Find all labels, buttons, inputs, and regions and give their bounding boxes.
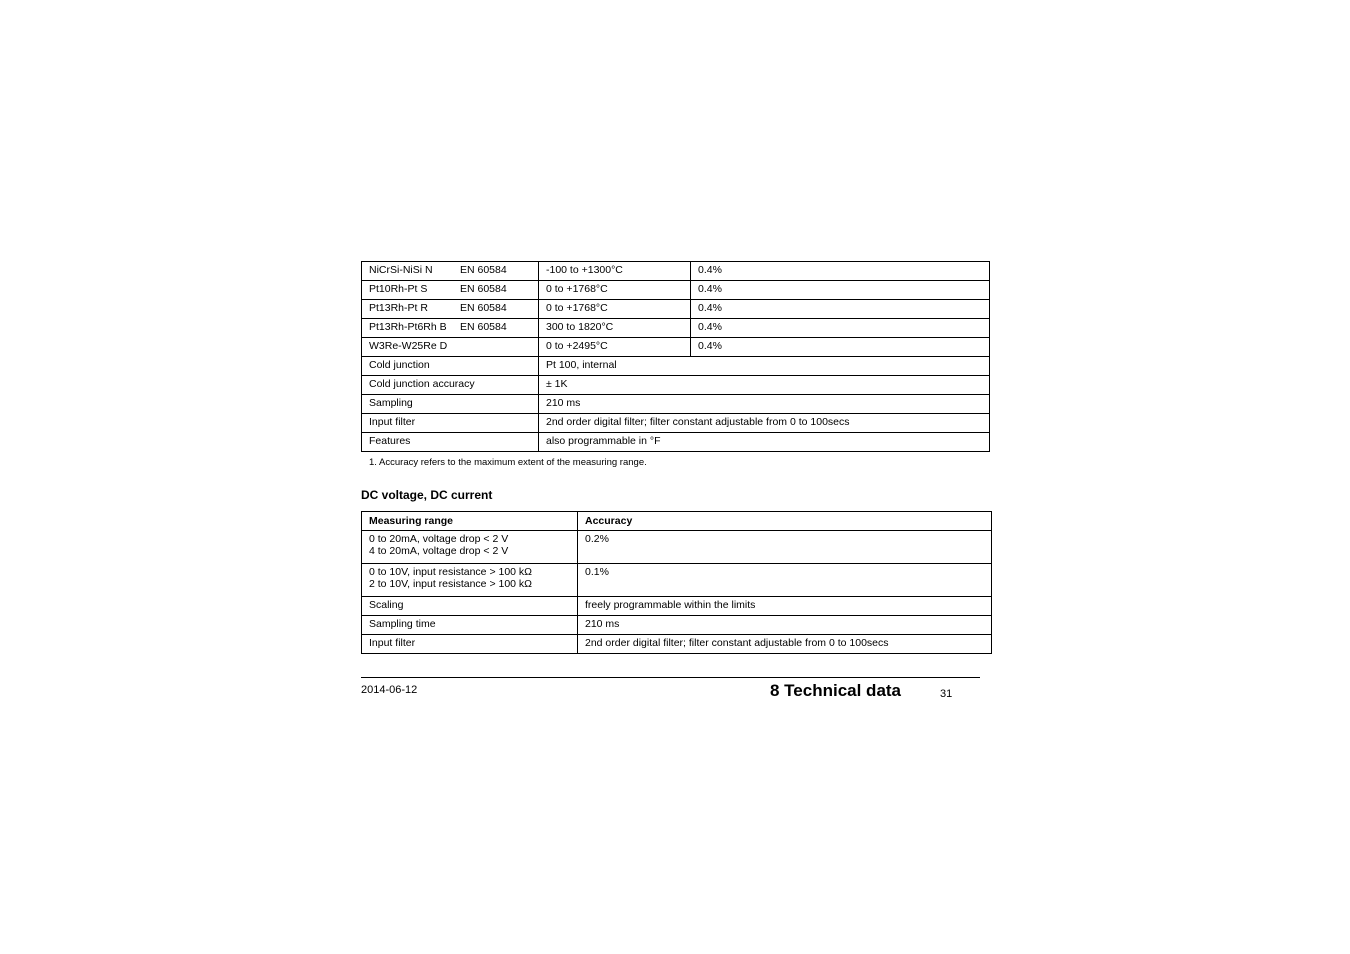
tc-accuracy-cell: 0.4% (691, 262, 990, 281)
tc-accuracy-cell: 0.4% (691, 281, 990, 300)
property-label: Scaling (362, 597, 578, 616)
table-row (362, 635, 992, 654)
table-row (362, 531, 992, 564)
tc-range-cell: 0 to +2495°C (539, 338, 691, 357)
property-value: freely programmable within the limits (578, 597, 992, 616)
tc-range-cell: 300 to 1820°C (539, 319, 691, 338)
footer-chapter-title: 8 Technical data (770, 681, 902, 700)
tc-type-cell: Pt10Rh-Pt S EN 60584 (362, 281, 539, 300)
property-value: ± 1K (539, 376, 990, 395)
range-cell: 0 to 10V, input resistance > 100 kΩ 2 to 10V, input resistance > 100 kΩ (362, 564, 578, 597)
tc-range-cell: 0 to +1768°C (539, 300, 691, 319)
table-row (362, 564, 992, 597)
page-number: 31 (940, 688, 953, 700)
table-header-row (362, 512, 992, 531)
table-row (362, 281, 990, 300)
tc-type-cell: Pt13Rh-Pt R EN 60584 (362, 300, 539, 319)
property-label: Input filter (362, 635, 578, 654)
property-value: 2nd order digital filter; filter constant adjustable from 0 to 100secs (578, 635, 992, 654)
property-label: Cold junction accuracy (362, 376, 539, 395)
table-row (362, 262, 990, 281)
tc-type-cell: Pt13Rh-Pt6Rh B EN 60584 (362, 319, 539, 338)
footer-date: 2014-06-12 (361, 684, 418, 696)
table-row (362, 616, 992, 635)
table-row (362, 319, 990, 338)
thermocouple-table (361, 261, 990, 452)
tc-type-cell: W3Re-W25Re D (362, 338, 539, 357)
property-label: Sampling (362, 395, 539, 414)
accuracy-cell: 0.1% (578, 564, 992, 597)
table-row (362, 338, 990, 357)
property-value: 2nd order digital filter; filter constant adjustable from 0 to 100secs (539, 414, 990, 433)
range-cell: 0 to 20mA, voltage drop < 2 V 4 to 20mA, voltage drop < 2 V (362, 531, 578, 564)
property-value: 210 ms (578, 616, 992, 635)
table-row (362, 395, 990, 414)
tc-accuracy-cell: 0.4% (691, 300, 990, 319)
accuracy-cell: 0.2% (578, 531, 992, 564)
property-label: Cold junction (362, 357, 539, 376)
footer-divider (361, 677, 980, 678)
column-header-range: Measuring range (362, 512, 578, 531)
property-label: Input filter (362, 414, 539, 433)
table-row (362, 414, 990, 433)
property-value: also programmable in °F (539, 433, 990, 452)
section-heading: DC voltage, DC current (361, 488, 493, 502)
tc-accuracy-cell: 0.4% (691, 319, 990, 338)
property-value: 210 ms (539, 395, 990, 414)
tc-accuracy-cell: 0.4% (691, 338, 990, 357)
property-label: Sampling time (362, 616, 578, 635)
tc-type-cell: NiCrSi-NiSi N EN 60584 (362, 262, 539, 281)
dc-table (361, 511, 992, 654)
footnote: 1. Accuracy refers to the maximum extent of the measuring range. (369, 457, 647, 468)
tc-range-cell: 0 to +1768°C (539, 281, 691, 300)
table-row (362, 433, 990, 452)
property-label: Features (362, 433, 539, 452)
table-row (362, 300, 990, 319)
column-header-accuracy: Accuracy (578, 512, 992, 531)
table-row (362, 597, 992, 616)
tc-range-cell: -100 to +1300°C (539, 262, 691, 281)
table-row (362, 376, 990, 395)
property-value: Pt 100, internal (539, 357, 990, 376)
table-row (362, 357, 990, 376)
